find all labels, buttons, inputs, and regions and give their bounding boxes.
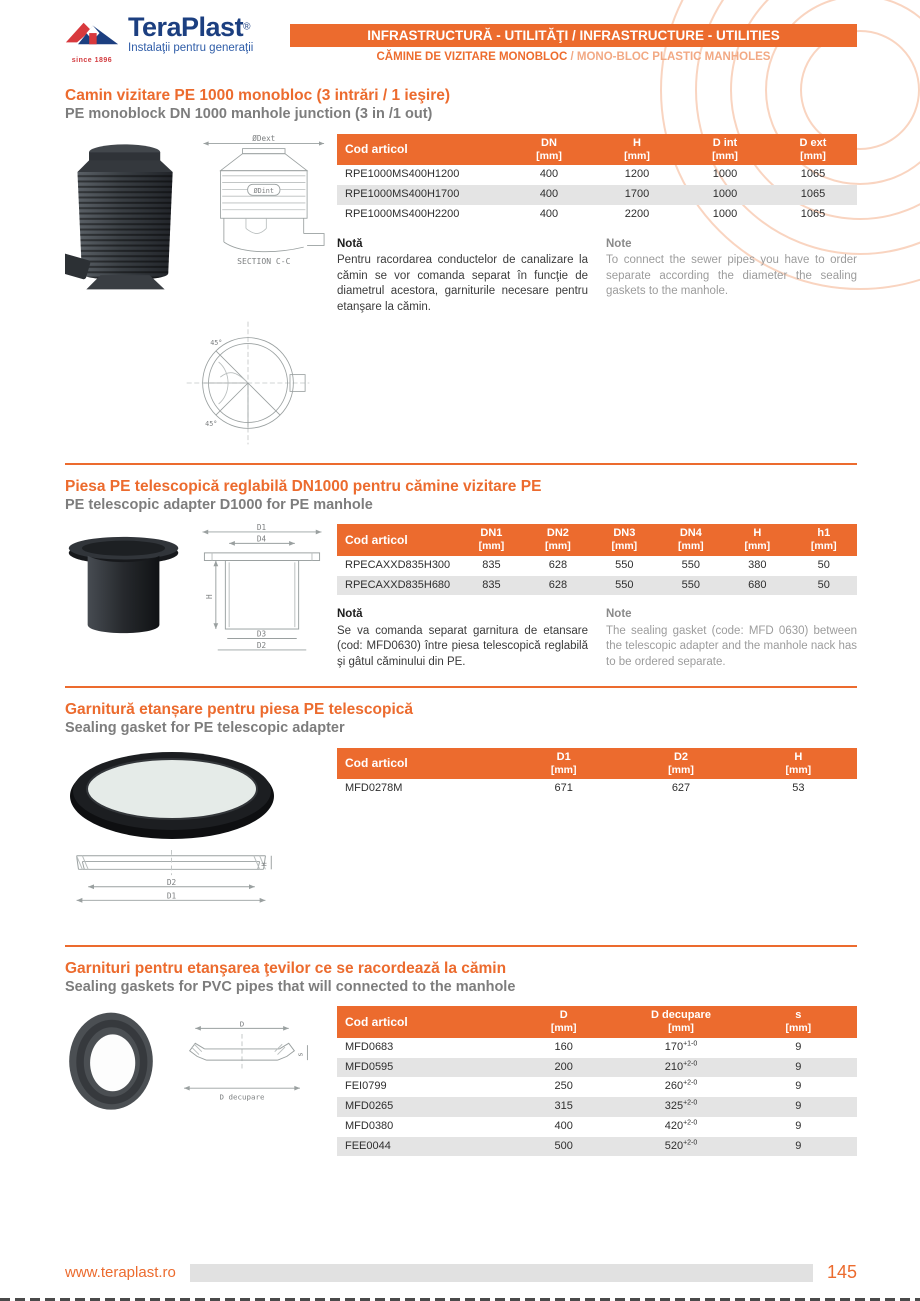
cell-value: 1000	[712, 168, 738, 181]
col-header-dn1: DN1 [mm]	[458, 524, 524, 556]
note-en-text: To connect the sewer pipes you have to order separate according the diameter the sealing gaskets to the manhole.	[606, 254, 857, 298]
svg-text:45°: 45°	[210, 338, 223, 347]
note-ro-text: Se va comanda separat garnitura de etansare (cod: MFD0630) între piesa telescopică reglabilă şi gâtul căminului din PE.	[337, 624, 588, 668]
page-footer	[65, 1262, 857, 1283]
chapter-subtitle-en: MONO-BLOC PLASTIC MANHOLES	[576, 51, 771, 63]
col-header-d: D [mm]	[505, 1006, 622, 1038]
cell-value: 9	[795, 1080, 802, 1093]
cell-value: 9	[795, 1060, 802, 1073]
col-header-cod-articol: Cod articol	[337, 524, 458, 556]
chapter-subtitle	[290, 51, 857, 63]
adapter-spec-table	[337, 524, 857, 595]
cell-article-code: MFD0595	[345, 1060, 394, 1073]
cell-value: 628	[548, 558, 568, 571]
cell-value: 9	[795, 1119, 802, 1132]
cell-value: 628	[548, 578, 568, 591]
col-header-dn: DN [mm]	[505, 134, 593, 166]
note-en-title: Note	[606, 608, 632, 621]
cell-value: 9	[795, 1100, 802, 1113]
section-separator	[65, 686, 857, 688]
manhole-spec-table	[337, 134, 857, 225]
brand-tagline: Instalaţii pentru generaţii	[128, 42, 254, 54]
tolerance-superscript: +1-0	[683, 1040, 698, 1048]
cell-article-code: FEI0799	[345, 1080, 387, 1093]
section1-media	[65, 134, 331, 451]
cell-article-code: RPE1000MS400H1200	[345, 168, 460, 181]
table-row	[337, 165, 857, 185]
cell-article-code: MFD0265	[345, 1100, 394, 1113]
table-row	[337, 205, 857, 225]
section4-media	[65, 1006, 331, 1126]
cell-value: 400	[539, 168, 559, 181]
table-row	[337, 1038, 857, 1058]
svg-text:ØDint: ØDint	[253, 186, 275, 195]
note-en	[606, 607, 857, 670]
cell-value: $520^{+2-0}$	[664, 1138, 698, 1152]
col-header-s: s [mm]	[740, 1006, 857, 1038]
pipe-gasket-product-photo	[65, 1006, 157, 1118]
cell-value: 500	[554, 1139, 573, 1152]
section-title-en: PE monoblock DN 1000 manhole junction (3 in /1 out)	[65, 106, 433, 123]
cell-value: 2200	[624, 207, 650, 220]
table-row	[337, 576, 857, 596]
cell-value: $170^{+1-0}$	[664, 1040, 698, 1053]
cell-value: 550	[681, 578, 700, 591]
svg-text:D decupare: D decupare	[219, 1092, 265, 1102]
tolerance-superscript: +2-0	[683, 1079, 698, 1087]
gasket-product-photo	[65, 748, 280, 843]
col-header-d-decupare: D decupare [mm]	[622, 1006, 739, 1038]
table-row	[337, 1137, 857, 1157]
col-header-cod-articol: Cod articol	[337, 134, 505, 166]
cell-value: 550	[615, 578, 634, 591]
cell-value: 1000	[712, 207, 738, 220]
cell-article-code: MFD0683	[345, 1040, 394, 1053]
cell-value: 550	[681, 558, 700, 571]
tolerance-superscript: +2-0	[683, 1099, 698, 1107]
gasket-technical-drawing	[65, 848, 277, 910]
adapter-product-photo	[65, 524, 183, 646]
website-link[interactable]: www.teraplast.ro	[65, 1264, 176, 1281]
cell-article-code: FEE0044	[345, 1139, 391, 1152]
cell-value: 400	[539, 188, 559, 201]
cell-value: 1200	[624, 168, 650, 181]
section-manhole-monobloc	[65, 86, 857, 451]
col-header-h: H [mm]	[593, 134, 681, 166]
note-ro	[337, 607, 588, 670]
registered-mark: ®	[243, 21, 251, 33]
svg-text:s: s	[295, 1052, 305, 1057]
brand-name: TeraPlast	[128, 12, 244, 42]
note-ro-title: Notă	[337, 237, 363, 250]
svg-text:D3: D3	[256, 629, 267, 639]
cell-value: 671	[554, 782, 573, 795]
page-header	[0, 0, 920, 80]
footer-bar	[190, 1264, 813, 1282]
cell-value: 50	[817, 578, 830, 591]
table-row	[337, 779, 857, 799]
table-row	[337, 556, 857, 576]
cell-value: 200	[554, 1060, 573, 1073]
cell-value: 835	[482, 578, 501, 591]
cell-value: $210^{+2-0}$	[664, 1059, 698, 1073]
cell-article-code: RPECAXXD835H300	[345, 558, 451, 571]
cell-article-code: RPE1000MS400H2200	[345, 207, 460, 220]
tolerance-superscript: +2-0	[683, 1138, 698, 1146]
cell-value: $325^{+2-0}$	[664, 1099, 698, 1113]
table-row	[337, 185, 857, 205]
pipe-gasket-technical-drawing	[167, 1019, 317, 1105]
section-title-en: Sealing gaskets for PVC pipes that will connected to the manhole	[65, 978, 516, 995]
cell-value: 627	[671, 782, 691, 795]
svg-text:D4: D4	[256, 534, 267, 544]
gasket-spec-table	[337, 748, 857, 800]
col-header-dn4: DN4 [mm]	[658, 524, 724, 556]
col-header-d-ext: D ext [mm]	[769, 134, 857, 166]
svg-text:D: D	[239, 1019, 245, 1029]
table-row	[337, 1077, 857, 1097]
svg-text:H: H	[260, 861, 269, 867]
section-telescopic-adapter	[65, 477, 857, 675]
section-sealing-gasket	[65, 700, 857, 933]
col-header-dn2: DN2 [mm]	[525, 524, 591, 556]
section-title-en: Sealing gasket for PE telescopic adapter	[65, 720, 345, 737]
cell-value: $260^{+2-0}$	[664, 1079, 698, 1093]
section-separator	[65, 463, 857, 465]
svg-text:45°: 45°	[205, 419, 218, 428]
pipe-gasket-spec-table	[337, 1006, 857, 1156]
manhole-product-photo	[65, 134, 185, 306]
manhole-section-drawing	[195, 134, 331, 294]
section-title-ro: Camin vizitare PE 1000 monobloc (3 intrări / 1 ieşire)	[65, 87, 451, 104]
svg-text:H: H	[205, 594, 215, 599]
cell-value: 9	[795, 1139, 802, 1152]
chapter-banner: INFRASTRUCTURĂ - UTILITĂŢI / INFRASTRUCTURE - UTILITIES	[290, 24, 857, 47]
cell-value: 1065	[800, 207, 826, 220]
cell-value: 1065	[800, 188, 826, 201]
cell-value: 550	[615, 558, 634, 571]
brand-since: since 1896	[71, 57, 113, 64]
cell-value: 380	[748, 558, 767, 571]
cell-value: 400	[539, 207, 559, 220]
col-header-d1: D1 [mm]	[505, 748, 622, 780]
cell-value: 400	[554, 1119, 573, 1132]
table-row	[337, 1058, 857, 1078]
cell-value: 315	[554, 1100, 573, 1113]
cell-value: 9	[795, 1040, 802, 1053]
svg-text:D1: D1	[256, 524, 267, 533]
col-header-cod-articol: Cod articol	[337, 748, 505, 780]
tolerance-superscript: +2-0	[683, 1119, 698, 1127]
cell-value: 160	[554, 1040, 573, 1053]
cell-value: 1000	[712, 188, 738, 201]
note-ro-title: Notă	[337, 608, 363, 621]
table-row	[337, 1097, 857, 1117]
col-header-h: H [mm]	[724, 524, 790, 556]
brand-logo	[64, 14, 253, 64]
note-en-text: The sealing gasket (code: MFD 0630) between the telescopic adapter and the manhole nack has to be ordered separate.	[606, 624, 857, 668]
cell-article-code: RPECAXXD835H680	[345, 578, 451, 591]
cell-value: 50	[817, 558, 830, 571]
section-title-ro: Garnituri pentru etanşarea ţevilor ce se racordează la cămin	[65, 959, 507, 977]
col-header-dn3: DN3 [mm]	[591, 524, 657, 556]
svg-text:ØDext: ØDext	[252, 133, 276, 143]
note-en-title: Note	[606, 237, 632, 250]
cell-value: $420^{+2-0}$	[664, 1119, 698, 1132]
note-en	[606, 237, 857, 316]
page-number: 145	[826, 1262, 857, 1282]
col-header-h1: h1 [mm]	[791, 524, 857, 556]
table-row	[337, 1117, 857, 1137]
section2-media	[65, 524, 331, 674]
adapter-technical-drawing	[193, 524, 331, 656]
chapter-subtitle-sep: /	[567, 51, 577, 63]
section-pipe-gaskets	[65, 959, 857, 1157]
cell-value: 250	[554, 1080, 573, 1093]
note-ro-text: Pentru racordarea conductelor de canalizare la cămin se vor comanda separat în funcţie de diametrul acestora, garniturile necesare pentru etanşare la cămin.	[337, 254, 588, 313]
svg-text:D2: D2	[256, 641, 267, 651]
cell-value: 1065	[800, 168, 826, 181]
section-title-ro: Piesa PE telescopică reglabilă DN1000 pentru cămine vizitare PE	[65, 477, 542, 495]
cell-value: 680	[748, 578, 767, 591]
section-separator	[65, 945, 857, 947]
chapter-subtitle-ro: CĂMINE DE VIZITARE MONOBLOC	[376, 51, 568, 63]
section3-media	[65, 748, 331, 933]
cell-article-code: RPE1000MS400H1700	[345, 188, 460, 201]
svg-text:D1: D1	[166, 890, 177, 900]
section-title-en: PE telescopic adapter D1000 for PE manhole	[65, 496, 373, 513]
section-title-ro: Garnitură etanșare pentru piesa PE telescopică	[65, 701, 414, 718]
col-header-h: H [mm]	[740, 748, 857, 780]
cell-value: 53	[792, 782, 805, 795]
manhole-topview-drawing	[185, 320, 311, 446]
cell-value: 1700	[624, 188, 650, 201]
note-ro	[337, 237, 588, 316]
col-header-d2: D2 [mm]	[622, 748, 739, 780]
svg-text:D2: D2	[166, 877, 177, 887]
col-header-cod-articol: Cod articol	[337, 1006, 505, 1038]
cell-article-code: MFD0278M	[345, 782, 403, 795]
svg-text:SECTION C-C: SECTION C-C	[237, 256, 291, 266]
col-header-d-int: D int [mm]	[681, 134, 769, 166]
tolerance-superscript: +2-0	[683, 1059, 698, 1067]
teraplast-roof-icon	[64, 14, 120, 64]
cell-value: 835	[482, 558, 501, 571]
cell-article-code: MFD0380	[345, 1119, 394, 1132]
